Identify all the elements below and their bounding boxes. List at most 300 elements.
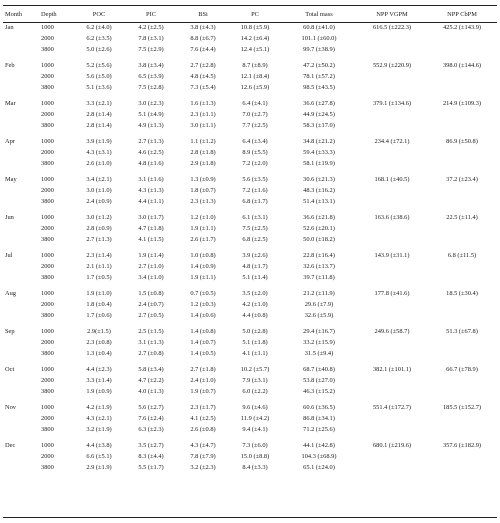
npp-vgpm-cell: 163.6 (±38.6) — [374, 214, 410, 221]
npp-cbpm-cell — [427, 272, 497, 283]
total-mass-cell: 52.6 (±20.1) — [303, 225, 335, 232]
total-mass-cell: 51.4 (±13.1) — [303, 198, 335, 205]
table-row — [3, 348, 497, 359]
npp-vgpm-cell — [357, 337, 427, 348]
npp-vgpm-cell: 680.1 (±219.6) — [372, 442, 412, 449]
npp-vgpm-cell — [357, 462, 427, 473]
bsi-cell: 2.6 (±1.7) — [190, 236, 216, 243]
bsi-cell: 1.2 (±1.0) — [190, 214, 216, 221]
total-mass-cell: 104.3 (±68.9) — [301, 453, 337, 460]
poc-cell: 3.3 (±2.1) — [86, 100, 112, 107]
total-mass-cell: 44.1 (±42.8) — [303, 442, 335, 449]
month-cell — [3, 299, 41, 310]
table-row — [3, 337, 497, 348]
depth-cell: 1000 — [41, 62, 54, 69]
total-mass-cell: 53.8 (±27.0) — [303, 377, 335, 384]
pic-cell: 1.5 (±0.8) — [138, 290, 164, 297]
poc-cell: 5.0 (±2.6) — [86, 46, 112, 53]
poc-cell: 6.2 (±4.0) — [86, 24, 112, 31]
npp-cbpm-cell — [427, 299, 497, 310]
pic-cell: 4.4 (±1.1) — [138, 198, 164, 205]
pic-cell: 4.1 (±1.5) — [138, 236, 164, 243]
table-row — [3, 462, 497, 473]
table-row — [3, 272, 497, 283]
month-cell — [3, 310, 41, 321]
total-mass-cell: 31.5 (±9.4) — [304, 350, 334, 357]
poc-cell: 3.3 (±1.4) — [86, 377, 112, 384]
pic-cell: 7.5 (±2.9) — [138, 46, 164, 53]
poc-cell: 3.9 (±1.9) — [86, 138, 112, 145]
table-row — [3, 424, 497, 435]
npp-cbpm-cell — [427, 109, 497, 120]
poc-cell: 1.3 (±0.4) — [86, 350, 112, 357]
npp-cbpm-cell — [427, 337, 497, 348]
npp-vgpm-cell: 234.4 (±72.1) — [374, 138, 410, 145]
month-cell: Apr — [5, 138, 15, 145]
depth-cell: 1000 — [41, 138, 54, 145]
total-mass-cell: 99.7 (±38.9) — [303, 46, 335, 53]
table-row — [3, 451, 497, 462]
npp-cbpm-cell — [427, 223, 497, 234]
total-mass-cell: 30.6 (±21.3) — [303, 176, 335, 183]
pic-cell: 1.9 (±1.4) — [138, 252, 164, 259]
npp-cbpm-cell — [427, 147, 497, 158]
bsi-cell: 3.8 (±4.3) — [190, 24, 216, 31]
depth-cell: 2000 — [41, 301, 54, 308]
pc-cell: 5.6 (±3.5) — [242, 176, 268, 183]
total-mass-cell: 36.6 (±27.8) — [303, 100, 335, 107]
bsi-cell: 2.3 (±1.3) — [190, 198, 216, 205]
npp-cbpm-cell — [427, 424, 497, 435]
npp-vgpm-cell: 379.1 (±134.6) — [372, 100, 412, 107]
npp-vgpm-cell: 143.9 (±31.1) — [374, 252, 410, 259]
depth-cell: 2000 — [41, 415, 54, 422]
npp-vgpm-cell: 616.5 (±222.3) — [372, 24, 412, 31]
total-mass-cell: 21.2 (±11.9) — [303, 290, 335, 297]
npp-vgpm-cell — [357, 82, 427, 93]
total-mass-cell: 78.1 (±57.2) — [303, 73, 335, 80]
depth-cell: 2000 — [41, 73, 54, 80]
header-bsi: BSi — [198, 11, 208, 18]
depth-cell: 3800 — [41, 160, 54, 167]
npp-cbpm-cell — [427, 82, 497, 93]
total-mass-cell: 47.2 (±50.2) — [303, 62, 335, 69]
pic-cell: 4.3 (±1.3) — [138, 187, 164, 194]
pic-cell: 4.7 (±2.2) — [138, 377, 164, 384]
month-cell: Jul — [5, 252, 13, 259]
table-row — [3, 109, 497, 120]
npp-cbpm-cell: 86.9 (±50.8) — [446, 138, 478, 145]
poc-cell: 2.9 (±1.9) — [86, 464, 112, 471]
pic-cell: 5.8 (±3.4) — [138, 366, 164, 373]
npp-vgpm-cell: 382.1 (±101.1) — [372, 366, 412, 373]
pc-cell: 8.4 (±3.3) — [242, 464, 268, 471]
poc-cell: 2.4 (±0.9) — [86, 198, 112, 205]
pc-cell: 6.4 (±3.4) — [242, 138, 268, 145]
pc-cell: 12.4 (±5.1) — [240, 46, 270, 53]
bsi-cell: 3.2 (±2.3) — [190, 464, 216, 471]
month-cell — [3, 185, 41, 196]
pic-cell: 2.4 (±0.7) — [138, 301, 164, 308]
month-cell: May — [5, 176, 17, 183]
depth-cell: 1000 — [41, 100, 54, 107]
table-row — [3, 196, 497, 207]
bsi-cell: 4.8 (±4.5) — [190, 73, 216, 80]
pc-cell: 6.0 (±2.2) — [242, 388, 268, 395]
pc-cell: 6.1 (±3.1) — [242, 214, 268, 221]
pic-cell: 4.8 (±1.6) — [138, 160, 164, 167]
table-row — [3, 147, 497, 158]
npp-vgpm-cell: 551.4 (±172.7) — [372, 404, 412, 411]
pc-cell: 7.3 (±6.0) — [242, 442, 268, 449]
npp-vgpm-cell — [357, 375, 427, 386]
total-mass-cell: 48.3 (±16.2) — [303, 187, 335, 194]
depth-cell: 3800 — [41, 312, 54, 319]
depth-cell: 3800 — [41, 350, 54, 357]
npp-cbpm-cell — [427, 462, 497, 473]
npp-cbpm-cell: 425.2 (±143.9) — [442, 24, 482, 31]
depth-cell: 3800 — [41, 84, 54, 91]
total-mass-cell: 58.3 (±17.0) — [303, 122, 335, 129]
bsi-cell: 2.7 (±1.8) — [190, 366, 216, 373]
bsi-cell: 8.8 (±6.7) — [190, 35, 216, 42]
table-row — [3, 136, 497, 147]
npp-cbpm-cell — [427, 451, 497, 462]
header-npp-cbpm: NPP CbPM — [447, 11, 477, 18]
table-row — [3, 440, 497, 451]
npp-vgpm-cell — [357, 158, 427, 169]
pic-cell: 4.2 (±2.5) — [138, 24, 164, 31]
table-row — [3, 250, 497, 261]
depth-cell: 2000 — [41, 149, 54, 156]
npp-vgpm-cell — [357, 147, 427, 158]
depth-cell: 3800 — [41, 426, 54, 433]
depth-cell: 1000 — [41, 290, 54, 297]
depth-cell: 3800 — [41, 274, 54, 281]
pic-cell: 3.8 (±3.4) — [138, 62, 164, 69]
table-row — [3, 60, 497, 71]
npp-vgpm-cell — [357, 109, 427, 120]
month-cell — [3, 234, 41, 245]
depth-cell: 1000 — [41, 404, 54, 411]
table-row — [3, 364, 497, 375]
npp-cbpm-cell — [427, 261, 497, 272]
poc-cell: 4.4 (±3.8) — [86, 442, 112, 449]
depth-cell: 2000 — [41, 263, 54, 270]
npp-cbpm-cell: 6.8 (±11.5) — [447, 252, 477, 259]
poc-cell: 5.6 (±5.0) — [86, 73, 112, 80]
depth-cell: 1000 — [41, 252, 54, 259]
bsi-cell: 1.4 (±0.5) — [190, 350, 216, 357]
poc-cell: 2.6 (±1.0) — [86, 160, 112, 167]
month-cell — [3, 44, 41, 55]
header-npp-vgpm: NPP VGPM — [376, 11, 408, 18]
poc-cell: 5.1 (±3.6) — [86, 84, 112, 91]
bsi-cell: 1.9 (±1.1) — [190, 225, 216, 232]
pc-cell: 8.7 (±8.9) — [242, 62, 268, 69]
table-row — [3, 98, 497, 109]
table-row — [3, 158, 497, 169]
header-pic: PIC — [146, 11, 156, 18]
pc-cell: 7.2 (±2.0) — [242, 160, 268, 167]
depth-cell: 1000 — [41, 442, 54, 449]
bsi-cell: 7.6 (±4.4) — [190, 46, 216, 53]
bsi-cell: 1.4 (±0.6) — [190, 312, 216, 319]
depth-cell: 3800 — [41, 46, 54, 53]
npp-vgpm-cell — [357, 348, 427, 359]
bsi-cell: 1.6 (±1.3) — [190, 100, 216, 107]
npp-vgpm-cell — [357, 451, 427, 462]
month-cell — [3, 223, 41, 234]
month-cell — [3, 109, 41, 120]
total-mass-cell: 22.8 (±16.4) — [303, 252, 335, 259]
poc-cell: 2.8 (±0.9) — [86, 225, 112, 232]
table-row — [3, 185, 497, 196]
month-cell — [3, 424, 41, 435]
table-row — [3, 234, 497, 245]
pic-cell: 4.7 (±1.8) — [138, 225, 164, 232]
pic-cell: 5.5 (±1.7) — [138, 464, 164, 471]
bsi-cell: 1.9 (±0.7) — [190, 388, 216, 395]
header-month: Month — [5, 11, 23, 18]
poc-cell: 3.2 (±1.9) — [86, 426, 112, 433]
npp-vgpm-cell: 249.6 (±58.7) — [374, 328, 410, 335]
npp-vgpm-cell — [357, 272, 427, 283]
pic-cell: 2.7 (±0.8) — [138, 350, 164, 357]
bsi-cell: 7.3 (±5.4) — [190, 84, 216, 91]
pic-cell: 3.4 (±1.0) — [138, 274, 164, 281]
header-poc: POC — [92, 11, 106, 18]
pc-cell: 7.5 (±2.5) — [242, 225, 268, 232]
pc-cell: 4.1 (±1.1) — [242, 350, 268, 357]
npp-cbpm-cell: 37.2 (±23.4) — [446, 176, 478, 183]
npp-vgpm-cell — [357, 185, 427, 196]
pc-cell: 4.4 (±0.8) — [242, 312, 268, 319]
depth-cell: 2000 — [41, 453, 54, 460]
pic-cell: 5.6 (±2.7) — [138, 404, 164, 411]
pic-cell: 2.7 (±1.3) — [138, 138, 164, 145]
pc-cell: 5.1 (±1.4) — [242, 274, 268, 281]
table-row — [3, 22, 497, 33]
npp-vgpm-cell: 177.8 (±41.6) — [374, 290, 410, 297]
pc-cell: 9.6 (±4.6) — [242, 404, 268, 411]
depth-cell: 2000 — [41, 111, 54, 118]
bsi-cell: 2.7 (±2.8) — [190, 62, 216, 69]
npp-vgpm-cell: 552.9 (±220.9) — [372, 62, 412, 69]
depth-cell: 1000 — [41, 328, 54, 335]
poc-cell: 1.9 (±0.9) — [86, 388, 112, 395]
poc-cell: 3.0 (±1.0) — [86, 187, 112, 194]
bsi-cell: 2.3 (±1.1) — [190, 111, 216, 118]
month-cell — [3, 462, 41, 473]
total-mass-cell: 71.2 (±25.6) — [303, 426, 335, 433]
pc-cell: 7.9 (±3.1) — [242, 377, 268, 384]
month-cell — [3, 375, 41, 386]
npp-cbpm-cell — [427, 386, 497, 397]
pc-cell: 5.0 (±2.8) — [242, 328, 268, 335]
poc-cell: 1.7 (±0.6) — [86, 312, 112, 319]
poc-cell: 1.7 (±0.5) — [86, 274, 112, 281]
poc-cell: 4.2 (±1.9) — [86, 404, 112, 411]
npp-cbpm-cell — [427, 158, 497, 169]
month-cell — [3, 261, 41, 272]
month-cell — [3, 158, 41, 169]
bsi-cell: 1.1 (±1.2) — [190, 138, 216, 145]
pc-cell: 10.8 (±5.9) — [240, 24, 270, 31]
total-mass-cell: 65.1 (±24.0) — [303, 464, 335, 471]
bsi-cell: 2.3 (±1.7) — [190, 404, 216, 411]
month-cell: Nov — [5, 404, 17, 411]
pc-cell: 6.8 (±2.5) — [242, 236, 268, 243]
pic-cell: 4.0 (±1.3) — [138, 388, 164, 395]
total-mass-cell: 29.4 (±16.7) — [303, 328, 335, 335]
total-mass-cell: 98.5 (±43.5) — [303, 84, 335, 91]
npp-vgpm-cell — [357, 33, 427, 44]
month-cell — [3, 348, 41, 359]
pc-cell: 6.8 (±1.7) — [242, 198, 268, 205]
bottom-rule — [3, 517, 497, 518]
pc-cell: 10.2 (±5.7) — [240, 366, 270, 373]
npp-cbpm-cell — [427, 33, 497, 44]
pc-cell: 12.6 (±5.9) — [240, 84, 270, 91]
pc-cell: 7.7 (±2.5) — [242, 122, 268, 129]
bsi-cell: 2.6 (±0.8) — [190, 426, 216, 433]
month-cell: Jan — [5, 24, 14, 31]
bsi-cell: 4.3 (±4.7) — [190, 442, 216, 449]
table-row — [3, 386, 497, 397]
depth-cell: 3800 — [41, 198, 54, 205]
month-cell — [3, 272, 41, 283]
pc-cell: 6.4 (±4.1) — [242, 100, 268, 107]
month-cell — [3, 337, 41, 348]
npp-cbpm-cell: 22.5 (±11.4) — [446, 214, 478, 221]
total-mass-cell: 44.9 (±24.5) — [303, 111, 335, 118]
table-row — [3, 413, 497, 424]
pic-cell: 3.1 (±1.6) — [138, 176, 164, 183]
total-mass-cell: 58.1 (±19.9) — [303, 160, 335, 167]
bsi-cell: 1.9 (±1.1) — [190, 274, 216, 281]
depth-cell: 1000 — [41, 176, 54, 183]
month-cell: Dec — [5, 442, 16, 449]
table-row — [3, 288, 497, 299]
bsi-cell: 1.4 (±0.9) — [190, 263, 216, 270]
depth-cell: 3800 — [41, 236, 54, 243]
total-mass-cell: 59.4 (±33.3) — [303, 149, 335, 156]
table-row — [3, 402, 497, 413]
npp-vgpm-cell — [357, 413, 427, 424]
total-mass-cell: 34.8 (±21.2) — [303, 138, 335, 145]
total-mass-cell: 33.2 (±15.9) — [303, 339, 335, 346]
poc-cell: 2.3 (±0.8) — [86, 339, 112, 346]
depth-cell: 3800 — [41, 388, 54, 395]
pic-cell: 8.3 (±4.4) — [138, 453, 164, 460]
npp-vgpm-cell — [357, 234, 427, 245]
poc-cell: 1.9 (±1.0) — [86, 290, 112, 297]
depth-cell: 1000 — [41, 366, 54, 373]
npp-cbpm-cell — [427, 44, 497, 55]
pic-cell: 7.8 (±3.1) — [138, 35, 164, 42]
depth-cell: 2000 — [41, 339, 54, 346]
month-cell — [3, 386, 41, 397]
total-mass-cell: 50.0 (±18.2) — [303, 236, 335, 243]
total-mass-cell: 101.1 (±60.0) — [301, 35, 337, 42]
table-row — [3, 82, 497, 93]
npp-vgpm-cell — [357, 120, 427, 131]
depth-cell: 3800 — [41, 464, 54, 471]
npp-cbpm-cell: 51.3 (±67.8) — [446, 328, 478, 335]
poc-cell: 2.7 (±1.3) — [86, 236, 112, 243]
total-mass-cell: 46.3 (±15.2) — [303, 388, 335, 395]
pc-cell: 14.2 (±6.4) — [240, 35, 270, 42]
depth-cell: 2000 — [41, 377, 54, 384]
month-cell: Mar — [5, 100, 16, 107]
npp-cbpm-cell: 398.0 (±144.6) — [442, 62, 482, 69]
npp-cbpm-cell: 185.5 (±152.7) — [442, 404, 482, 411]
bsi-cell: 1.8 (±0.7) — [190, 187, 216, 194]
npp-cbpm-cell — [427, 71, 497, 82]
depth-cell: 3800 — [41, 122, 54, 129]
table-row — [3, 120, 497, 131]
table-body — [3, 22, 497, 473]
bsi-cell: 2.8 (±1.8) — [190, 149, 216, 156]
npp-vgpm-cell — [357, 386, 427, 397]
poc-cell: 1.8 (±0.4) — [86, 301, 112, 308]
poc-cell: 4.4 (±2.3) — [86, 366, 112, 373]
pic-cell: 2.5 (±1.5) — [138, 328, 164, 335]
poc-cell: 3.0 (±1.2) — [86, 214, 112, 221]
month-cell: Feb — [5, 62, 15, 69]
npp-cbpm-cell — [427, 185, 497, 196]
month-cell — [3, 120, 41, 131]
month-cell: Oct — [5, 366, 15, 373]
pic-cell: 3.5 (±2.7) — [138, 442, 164, 449]
table-row — [3, 71, 497, 82]
month-cell — [3, 33, 41, 44]
month-cell — [3, 147, 41, 158]
poc-cell: 3.4 (±2.1) — [86, 176, 112, 183]
poc-cell: 4.3 (±3.1) — [86, 149, 112, 156]
total-mass-cell: 29.6 (±7.9) — [304, 301, 334, 308]
pic-cell: 7.5 (±2.8) — [138, 84, 164, 91]
total-mass-cell: 36.6 (±21.8) — [303, 214, 335, 221]
poc-cell: 6.2 (±3.5) — [86, 35, 112, 42]
total-mass-cell: 39.7 (±11.8) — [303, 274, 335, 281]
bsi-cell: 2.4 (±1.0) — [190, 377, 216, 384]
bsi-cell: 1.3 (±0.9) — [190, 176, 216, 183]
bsi-cell: 1.4 (±0.7) — [190, 339, 216, 346]
bsi-cell: 1.0 (±0.8) — [190, 252, 216, 259]
table-row — [3, 44, 497, 55]
npp-cbpm-cell — [427, 375, 497, 386]
pic-cell: 5.1 (±4.9) — [138, 111, 164, 118]
bsi-cell: 2.9 (±1.8) — [190, 160, 216, 167]
pic-cell: 3.0 (±2.3) — [138, 100, 164, 107]
pc-cell: 9.4 (±4.1) — [242, 426, 268, 433]
npp-vgpm-cell — [357, 196, 427, 207]
table-row — [3, 375, 497, 386]
depth-cell: 1000 — [41, 24, 54, 31]
poc-cell: 2.9(±1.5) — [87, 328, 111, 335]
npp-cbpm-cell: 18.5 (±30.4) — [446, 290, 478, 297]
month-cell: Sep — [5, 328, 15, 335]
total-mass-cell: 60.6 (±36.5) — [303, 404, 335, 411]
pc-cell: 7.0 (±2.7) — [242, 111, 268, 118]
depth-cell: 2000 — [41, 225, 54, 232]
npp-cbpm-cell — [427, 348, 497, 359]
poc-cell: 2.8 (±1.4) — [86, 122, 112, 129]
header-total-mass: Total mass — [305, 11, 333, 18]
month-cell — [3, 71, 41, 82]
